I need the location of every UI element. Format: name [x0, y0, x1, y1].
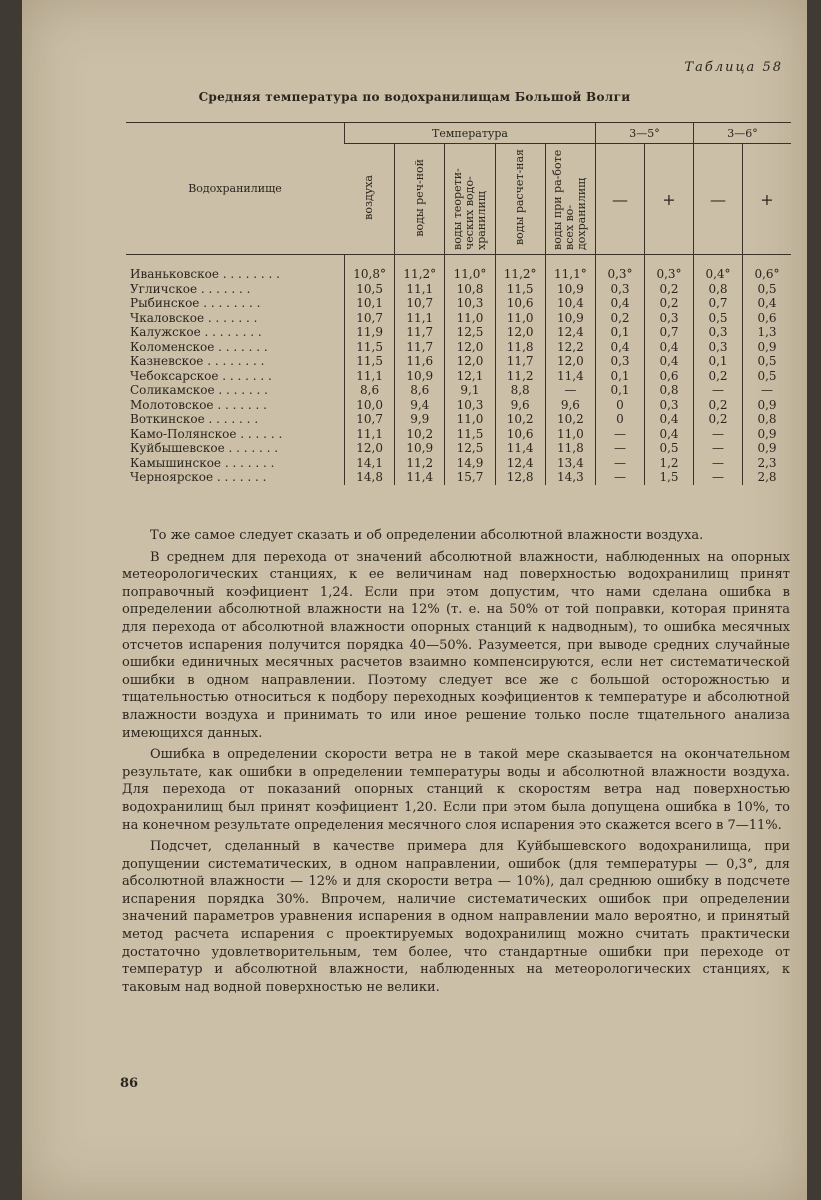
value-cell: 0,1: [596, 383, 645, 398]
value-cell: 0,4: [645, 340, 694, 355]
value-cell: 8,6: [395, 383, 445, 398]
value-cell: 11,2: [495, 369, 545, 384]
value-cell: 12,0: [345, 441, 395, 456]
value-cell: 0,4: [596, 340, 645, 355]
value-cell: 11,5: [345, 354, 395, 369]
value-cell: 11,0: [445, 311, 495, 326]
value-cell: 0,3: [694, 325, 743, 340]
table-row: [126, 354, 791, 369]
value-cell: 2,3: [743, 456, 792, 471]
value-cell: 11,4: [495, 441, 545, 456]
value-cell: 0,8: [694, 282, 743, 297]
value-cell: 0: [596, 412, 645, 427]
table-row: [126, 441, 791, 456]
value-cell: 10,3: [445, 296, 495, 311]
reservoir-name-cell: Черноярское . . . . . . .: [130, 470, 267, 484]
value-cell: 12,0: [495, 325, 545, 340]
value-cell: 11,0: [495, 311, 545, 326]
value-cell: —: [596, 441, 645, 456]
value-cell: 0,4: [645, 412, 694, 427]
reservoir-name-cell: Камышинское . . . . . . .: [130, 455, 275, 470]
value-cell: 9,6: [545, 398, 595, 413]
value-cell: 11,2°: [395, 255, 445, 282]
value-cell: 0,2: [596, 311, 645, 326]
value-cell: 12,4: [495, 456, 545, 471]
value-cell: 10,2: [545, 412, 595, 427]
value-cell: 10,9: [395, 369, 445, 384]
value-cell: —: [694, 470, 743, 485]
value-cell: 11,8: [495, 340, 545, 355]
value-cell: 10,9: [545, 282, 595, 297]
value-cell: 10,9: [545, 311, 595, 326]
value-cell: 0,6: [645, 369, 694, 384]
value-cell: 14,8: [345, 470, 395, 485]
value-cell: 0,9: [743, 441, 792, 456]
value-cell: 11,5: [345, 340, 395, 355]
table-number: Таблица 58: [684, 60, 783, 75]
value-cell: 10,3: [445, 398, 495, 413]
sub-column-header: воды при ра-боте всех во-дохранилищ: [545, 144, 595, 255]
table-row: [126, 296, 791, 311]
sub-column-header: воды реч-ной: [395, 144, 445, 255]
value-cell: 0,8: [645, 383, 694, 398]
value-cell: 0,3°: [596, 255, 645, 282]
value-cell: 10,8°: [345, 255, 395, 282]
paragraph: В среднем для перехода от значений абсолютной влажности, наблюденных на опорных метеорологических станциях, к ее величинам над поверхностью водохранилищ принят поправочный коэфициент 1,24. Если при этом допустим, что нами сделана ошибка в определении абсолютной влажности на 12% (т. е. на 50% от той поправки, которая принята для перехода от абсолютной влажности опорных станций к надводным), то ошибка месячных отсчетов испарения получится порядка 40—50%. Разумеется, при выводе средних случайные ошибки единичных месячных расчетов взаимно компенсируются, если нет систематической ошибки в одном направлении. Поэтому следует все же с большой осторожностью и тщательностью относиться к подбору переходных коэфициентов к температуре и абсолютной влажности воздуха и принимать то или иное решение только после тщательного анализа имеющихся данных.: [122, 549, 790, 741]
value-cell: 9,9: [395, 412, 445, 427]
value-cell: 0,4: [743, 296, 792, 311]
value-cell: 15,7: [445, 470, 495, 485]
value-cell: 14,3: [545, 470, 595, 485]
body-text: [122, 527, 790, 996]
value-cell: 10,9: [395, 441, 445, 456]
value-cell: 11,1: [395, 311, 445, 326]
value-cell: 0,7: [645, 325, 694, 340]
value-cell: —: [694, 427, 743, 442]
value-cell: —: [545, 383, 595, 398]
value-cell: 12,8: [495, 470, 545, 485]
value-cell: 12,0: [545, 354, 595, 369]
value-cell: 1,5: [645, 470, 694, 485]
value-cell: 11,4: [395, 470, 445, 485]
value-cell: 10,6: [495, 427, 545, 442]
value-cell: —: [596, 470, 645, 485]
value-cell: 10,2: [395, 427, 445, 442]
value-cell: —: [694, 441, 743, 456]
value-cell: 0,1: [596, 325, 645, 340]
value-cell: 0: [596, 398, 645, 413]
value-cell: 2,8: [743, 470, 792, 485]
reservoir-name-cell: Иваньковское . . . . . . . .: [130, 267, 280, 281]
value-cell: 11,0: [545, 427, 595, 442]
value-cell: 0,2: [694, 412, 743, 427]
value-cell: 11,7: [495, 354, 545, 369]
table-row: [126, 282, 791, 297]
reservoir-name-cell: Чкаловское . . . . . . .: [130, 310, 258, 325]
value-cell: 0,3: [694, 340, 743, 355]
reservoir-name-cell: Камо-Полянское . . . . . .: [130, 426, 283, 441]
reservoir-name-cell: Чебоксарское . . . . . . .: [130, 368, 272, 383]
value-cell: 0,4°: [694, 255, 743, 282]
value-cell: 14,1: [345, 456, 395, 471]
sub-column-header: —: [596, 144, 645, 255]
value-cell: 0,9: [743, 427, 792, 442]
value-cell: 10,6: [495, 296, 545, 311]
value-cell: 13,4: [545, 456, 595, 471]
value-cell: 11,8: [545, 441, 595, 456]
table-row: [126, 470, 791, 485]
value-cell: 0,3: [596, 282, 645, 297]
value-cell: 11,4: [545, 369, 595, 384]
value-cell: 12,2: [545, 340, 595, 355]
value-cell: 10,7: [345, 412, 395, 427]
value-cell: 0,9: [743, 340, 792, 355]
table-row: [126, 311, 791, 326]
value-cell: 0,7: [694, 296, 743, 311]
table-row: [126, 383, 791, 398]
sub-column-header: воды теорети-ческих водо-хранилищ: [445, 144, 495, 255]
value-cell: 10,0: [345, 398, 395, 413]
value-cell: 0,1: [596, 369, 645, 384]
reservoir-name-cell: Казневское . . . . . . . .: [130, 354, 265, 368]
value-cell: 0,3°: [645, 255, 694, 282]
value-cell: 0,4: [645, 354, 694, 369]
value-cell: 11,0°: [445, 255, 495, 282]
value-cell: 0,3: [596, 354, 645, 369]
value-cell: 0,6°: [743, 255, 792, 282]
value-cell: 11,7: [395, 325, 445, 340]
value-cell: 10,7: [345, 311, 395, 326]
table-row: [126, 398, 791, 413]
value-cell: 12,5: [445, 441, 495, 456]
value-cell: 11,9: [345, 325, 395, 340]
value-cell: 11,7: [395, 340, 445, 355]
value-cell: —: [596, 427, 645, 442]
value-cell: 12,0: [445, 354, 495, 369]
reservoir-name-cell: Воткинское . . . . . . .: [130, 412, 259, 426]
value-cell: 1,2: [645, 456, 694, 471]
temperature-group-header: Температура: [345, 123, 596, 144]
value-cell: —: [596, 456, 645, 471]
value-cell: 11,2°: [495, 255, 545, 282]
value-cell: 0,2: [645, 282, 694, 297]
table-row: [126, 456, 791, 471]
group-3-5-header: 3—5°: [596, 123, 694, 144]
value-cell: 11,5: [495, 282, 545, 297]
table-row: [126, 369, 791, 384]
value-cell: 9,1: [445, 383, 495, 398]
table-row: [126, 340, 791, 355]
value-cell: —: [743, 383, 792, 398]
value-cell: 0,3: [645, 311, 694, 326]
value-cell: 12,1: [445, 369, 495, 384]
table-row: [126, 412, 791, 427]
book-page: [22, 0, 807, 1200]
value-cell: —: [694, 456, 743, 471]
value-cell: 11,0: [445, 412, 495, 427]
reservoir-column-header: Водохранилище: [126, 123, 345, 255]
value-cell: 10,2: [495, 412, 545, 427]
value-cell: 0,3: [645, 398, 694, 413]
value-cell: 9,4: [395, 398, 445, 413]
value-cell: 0,5: [743, 369, 792, 384]
reservoir-name-cell: Калужское . . . . . . . .: [130, 325, 262, 339]
value-cell: 0,9: [743, 398, 792, 413]
value-cell: 10,8: [445, 282, 495, 297]
value-cell: 12,0: [445, 340, 495, 355]
sub-column-header: +: [743, 144, 792, 255]
reservoir-name-cell: Соликамское . . . . . . .: [130, 383, 268, 397]
value-cell: 0,8: [743, 412, 792, 427]
value-cell: 0,5: [743, 354, 792, 369]
table-row: [126, 255, 791, 282]
value-cell: 11,2: [395, 456, 445, 471]
value-cell: 8,6: [345, 383, 395, 398]
value-cell: 1,3: [743, 325, 792, 340]
page-number: 86: [120, 1076, 139, 1091]
value-cell: 11,1°: [545, 255, 595, 282]
group-3-6-header: 3—6°: [694, 123, 792, 144]
value-cell: 11,6: [395, 354, 445, 369]
value-cell: 10,7: [395, 296, 445, 311]
value-cell: 0,2: [694, 398, 743, 413]
reservoir-name-cell: Молотовское . . . . . . .: [130, 397, 267, 412]
table-row: [126, 427, 791, 442]
paragraph: Подсчет, сделанный в качестве примера для Куйбышевского водохранилища, при допущении систематических, в одном направлении, ошибок (для температуры — 0,3°, для абсолютной влажности — 12% и для скорости ветра — 10%), дал среднюю ошибку в подсчете испарения порядка 30%. Впрочем, наличие систематических ошибок при определении значений параметров уравнения испарения в одном направлении мало вероятно, и принятый метод расчета испарения с проектируемых водохранилищ можно считать практически достаточно удовлетворительным, тем более, что стандартные ошибки при переходе от температур и абсолютной влажности, наблюденных на метеорологических станциях, к таковым над водной поверхностью не велики.: [122, 839, 790, 995]
value-cell: 9,6: [495, 398, 545, 413]
value-cell: 11,1: [345, 427, 395, 442]
value-cell: 11,1: [345, 369, 395, 384]
value-cell: 0,4: [596, 296, 645, 311]
sub-column-header: воды расчет-ная: [495, 144, 545, 255]
value-cell: 10,5: [345, 282, 395, 297]
value-cell: —: [694, 383, 743, 398]
sub-column-header: +: [645, 144, 694, 255]
value-cell: 12,4: [545, 325, 595, 340]
value-cell: 0,5: [645, 441, 694, 456]
temperature-table: [126, 122, 791, 485]
value-cell: 0,4: [645, 427, 694, 442]
table-title: Средняя температура по водохранилищам Большой Волги: [198, 90, 631, 104]
table-row: [126, 325, 791, 340]
value-cell: 8,8: [495, 383, 545, 398]
paragraph: Ошибка в определении скорости ветра не в такой мере сказывается на окончательном результате, как ошибки в определении температуры воды и абсолютной влажности воздуха. Для перехода от показаний опорных станций к скоростям ветра над поверхностью водохранилищ был принят коэфициент 1,20. Если при этом была допущена ошибка в 10%, то на конечном результате определения месячного слоя испарения это скажется всего в 7—11%.: [122, 747, 790, 833]
value-cell: 0,6: [743, 311, 792, 326]
reservoir-name-cell: Коломенское . . . . . . .: [130, 339, 268, 354]
value-cell: 14,9: [445, 456, 495, 471]
value-cell: 0,5: [694, 311, 743, 326]
reservoir-name-cell: Куйбышевское . . . . . . .: [130, 441, 279, 455]
value-cell: 0,5: [743, 282, 792, 297]
value-cell: 10,4: [545, 296, 595, 311]
value-cell: 11,5: [445, 427, 495, 442]
reservoir-name-cell: Рыбинское . . . . . . . .: [130, 296, 261, 310]
value-cell: 12,5: [445, 325, 495, 340]
sub-column-header: воздуха: [345, 144, 395, 255]
value-cell: 0,2: [645, 296, 694, 311]
value-cell: 0,2: [694, 369, 743, 384]
value-cell: 11,1: [395, 282, 445, 297]
value-cell: 0,1: [694, 354, 743, 369]
value-cell: 10,1: [345, 296, 395, 311]
sub-column-header: —: [694, 144, 743, 255]
reservoir-name-cell: Угличское . . . . . . .: [130, 281, 251, 296]
paragraph: То же самое следует сказать и об определении абсолютной влажности воздуха.: [150, 528, 704, 543]
